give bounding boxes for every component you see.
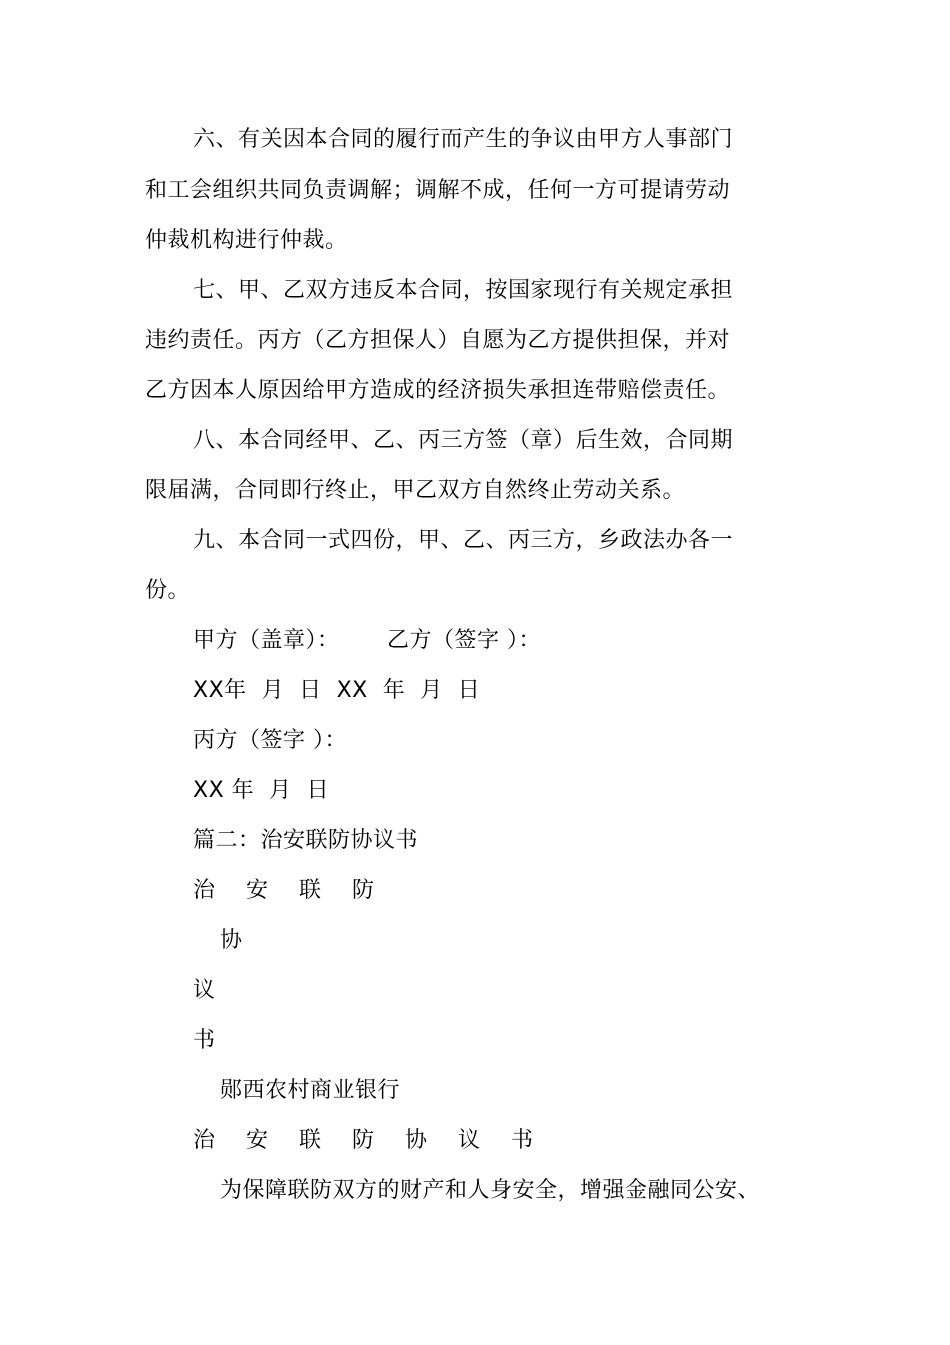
date-line-c: XX 年 月 日 bbox=[193, 778, 330, 803]
clause-6-line-2: 和工会组织共同负责调解；调解不成，任何一方可提请劳动 bbox=[145, 178, 731, 203]
party-c-signature-label: 丙方（签字 ）： bbox=[193, 728, 347, 753]
title-part-3: 议 bbox=[193, 978, 216, 1003]
clause-7-line-1: 七、甲、乙双方违反本合同，按国家现行有关规定承担 bbox=[193, 278, 734, 303]
date-line-ab: XX年 月 日 XX 年 月 日 bbox=[193, 678, 481, 703]
clause-7-line-3: 乙方因本人原因给甲方造成的经济损失承担连带赔偿责任。 bbox=[145, 378, 731, 403]
clause-9-line-2: 份。 bbox=[145, 578, 191, 603]
clause-6-line-3: 仲裁机构进行仲裁。 bbox=[145, 228, 348, 253]
title-part-2: 协 bbox=[220, 928, 243, 953]
clause-7-line-2: 违约责任。丙方（乙方担保人）自愿为乙方提供担保，并对 bbox=[145, 328, 731, 353]
bank-name: 郧西农村商业银行 bbox=[220, 1078, 401, 1103]
clause-6-line-1: 六、有关因本合同的履行而产生的争议由甲方人事部门 bbox=[193, 127, 734, 152]
party-b-signature-label: 乙方（签字 ）： bbox=[387, 628, 541, 653]
party-a-signature-label: 甲方（盖章）： bbox=[193, 628, 340, 653]
clause-8-line-2: 限届满，合同即行终止，甲乙双方自然终止劳动关系。 bbox=[145, 478, 686, 503]
title-part-4: 书 bbox=[193, 1028, 216, 1053]
clause-8-line-1: 八、本合同经甲、乙、丙三方签（章）后生效，合同期 bbox=[193, 428, 734, 453]
agreement-title: 治 安 联 防 协 议 书 bbox=[193, 1128, 545, 1153]
chapter-2-heading: 篇二：治安联防协议书 bbox=[193, 828, 419, 853]
title-part-1: 治 安 联 防 bbox=[193, 878, 386, 903]
intro-paragraph-line-1: 为保障联防双方的财产和人身安全，增强金融同公安、 bbox=[220, 1178, 761, 1203]
clause-9-line-1: 九、本合同一式四份，甲、乙、丙三方，乡政法办各一 bbox=[193, 528, 734, 553]
